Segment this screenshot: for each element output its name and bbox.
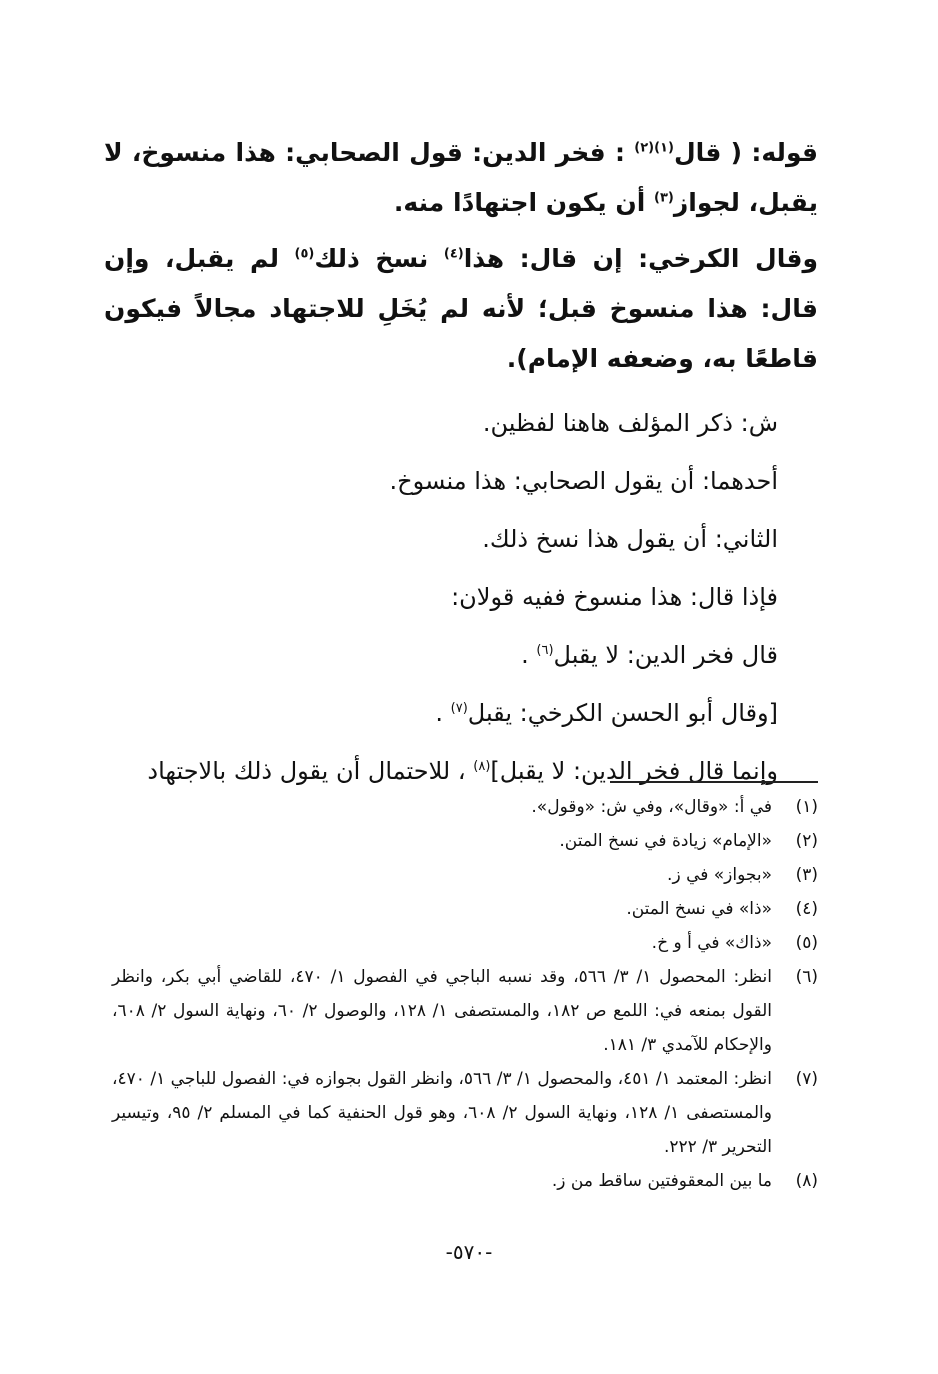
main-text: [104, 128, 818, 800]
footnote-text: «بجواز» في ز.: [667, 865, 772, 885]
footnote-number: (٦): [795, 967, 818, 987]
footnote-text: انظر: المعتمد ١/ ٤٥١، والمحصول ١/ ٣/ ٥٦٦، وانظر القول بجوازه في: الفصول للباجي ١/ ٤٧٠، والمستصفى ١/ ١٢٨، ونهاية السول ٢/ ٦٠٨، وهو قول الحنفية كما في المسلم ٢/ ٩٥، وتيسير التحرير ٣/ ٢٢٢.: [112, 1069, 773, 1157]
line6-end: .: [435, 699, 451, 727]
line5-text: قال فخر الدين: لا يقبل: [553, 641, 778, 669]
footnote-number: (٣): [795, 865, 818, 885]
footnote-ref-1: (١): [654, 140, 674, 156]
page-number: -٥٧٠-: [445, 1240, 493, 1264]
p1-text-2: : فخر الدين: قول الصحابي: هذا منسوخ، لا يقبل، لجواز: [104, 138, 818, 217]
footnote-item: [112, 858, 818, 892]
footnote-text: انظر: المحصول ١/ ٣/ ٥٦٦، وقد نسبه الباجي في الفصول ١/ ٤٧٠، للقاضي أبي بكر، وانظر القول بمنعه في: اللمع ص ١٨٢، والمستصفى ١/ ١٢٨، والوصول ٢/ ٦٠، ونهاية السول ٢/ ٦٠٨، والإحكام للآمدي ٣/ ١٨١.: [112, 967, 773, 1055]
footnote-item: [112, 960, 818, 1062]
footnote-text: «الإمام» زيادة في نسخ المتن.: [559, 831, 772, 851]
footnote-ref-2: (٢): [634, 140, 655, 156]
paragraph-1: [104, 128, 818, 228]
footnote-number: (٢): [795, 831, 818, 851]
footnote-ref-5: (٥): [294, 246, 315, 262]
footnote-ref-8: (٨): [473, 759, 491, 774]
commentary-line-2: أحدهما: أن يقول الصحابي: هذا منسوخ.: [389, 467, 778, 495]
footnote-number: (٨): [795, 1171, 818, 1191]
footnote-number: (٤): [795, 899, 818, 919]
footnote-text: ما بين المعقوفتين ساقط من ز.: [551, 1171, 772, 1191]
paragraph-2: [104, 234, 818, 384]
footnote-number: (١): [795, 797, 818, 817]
p1-text-1: قوله: ( قال: [673, 138, 818, 167]
commentary-line-3: الثاني: أن يقول هذا نسخ ذلك.: [482, 525, 778, 553]
footnote-ref-3: (٣): [654, 190, 674, 206]
footnote-item: [112, 1062, 818, 1164]
footnote-ref-7: (٧): [450, 701, 468, 716]
line5-end: .: [521, 641, 537, 669]
footnote-item: [112, 926, 818, 960]
commentary-line-1: ش: ذكر المؤلف هاهنا لفظين.: [482, 409, 778, 437]
commentary-line-6: [104, 684, 818, 742]
footnote-number: (٧): [795, 1069, 818, 1089]
p2-text-2: نسخ ذلك: [314, 244, 444, 273]
line6-text: [وقال أبو الحسن الكرخي: يقبل: [467, 699, 778, 727]
commentary-line-5: [104, 626, 818, 684]
footnote-ref-6: (٦): [536, 643, 554, 658]
p1-text-3: أن يكون اجتهادًا منه.: [393, 188, 655, 217]
footnote-ref-4: (٤): [443, 246, 464, 262]
line7-end: ، للاحتمال أن يقول ذلك بالاجتهاد: [147, 757, 474, 785]
footnotes: [112, 790, 818, 1198]
footnote-item: [112, 892, 818, 926]
footnote-text: «ذا» في نسخ المتن.: [626, 899, 772, 919]
footnote-number: (٥): [795, 933, 818, 953]
footnote-item: [112, 790, 818, 824]
footnote-item: [112, 1164, 818, 1198]
footnote-item: [112, 824, 818, 858]
p2-text-1: وقال الكرخي: إن قال: هذا: [463, 244, 819, 273]
footnote-text: في أ: «وقال»، وفي ش: «وقول».: [531, 797, 772, 817]
line7-text: وإنما قال فخر الدين: لا يقبل]: [490, 757, 778, 785]
footnote-text: «ذاك» في أ و خ.: [651, 933, 772, 953]
commentary-line-4: فإذا قال: هذا منسوخ ففيه قولان:: [451, 583, 778, 611]
p2-text-3: لم يقبل، وإن قال: هذا منسوخ قبل؛ لأنه لم يُخَلِ للاجتهاد مجالاً فيكون قاطعًا به، وضعفه الإمام).: [104, 244, 818, 373]
footnote-separator: [610, 781, 818, 783]
